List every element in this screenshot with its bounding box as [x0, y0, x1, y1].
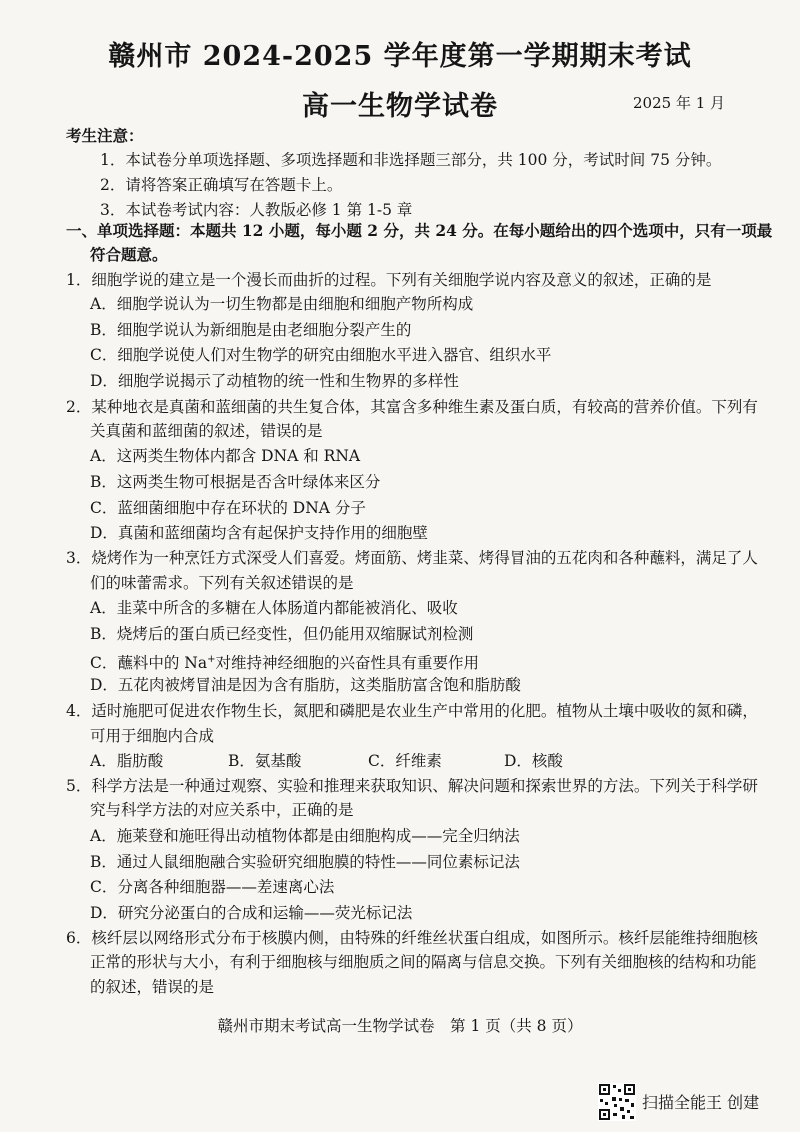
question-6-stem-cont-1: 正常的形状与大小，有利于细胞核与细胞质之间的隔离与信息交换。下列有关细胞核的结构和功能 — [90, 953, 757, 971]
question-4-options — [90, 751, 690, 771]
question-1-option-d: D．细胞学说揭示了动植物的统一性和生物界的多样性 — [90, 372, 459, 390]
question-6-stem: 6．核纤层以网络形式分布于核膜内侧，由特殊的纤维丝状蛋白组成，如图所示。核纤层能维持细胞核 — [66, 929, 758, 947]
question-3-stem-cont: 们的味蕾需求。下列有关叙述错误的是 — [90, 574, 354, 592]
question-1-option-b: B．细胞学说认为新细胞是由老细胞分裂产生的 — [90, 321, 412, 339]
question-2-stem-cont: 关真菌和蓝细菌的叙述，错误的是 — [90, 422, 323, 440]
question-3-option-d: D．五花肉被烤冒油是因为含有脂肪，这类脂肪富含饱和脂肪酸 — [90, 676, 521, 694]
section-heading-cont: 符合题意。 — [90, 245, 168, 264]
question-4-option-a: A．脂肪酸 — [90, 752, 164, 770]
question-3-stem: 3．烧烤作为一种烹饪方式深受人们喜爱。烤面筋、烤韭菜、烤得冒油的五花肉和各种蘸料，满足了人 — [66, 549, 758, 567]
question-1-option-a: A．细胞学说认为一切生物都是由细胞和细胞产物所构成 — [90, 295, 474, 313]
question-5-option-b: B．通过人鼠细胞融合实验研究细胞膜的特性——同位素标记法 — [90, 853, 520, 871]
question-1-stem: 1．细胞学说的建立是一个漫长而曲折的过程。下列有关细胞学说内容及意义的叙述，正确的是 — [66, 271, 712, 289]
question-2-option-c: C．蓝细菌细胞中存在环状的 DNA 分子 — [90, 499, 366, 517]
question-6-stem-cont-2: 的叙述，错误的是 — [90, 978, 215, 996]
question-2-option-d: D．真菌和蓝细菌均含有起保护支持作用的细胞壁 — [90, 524, 428, 542]
notice-heading: 考生注意： — [66, 126, 144, 145]
question-4-stem: 4．适时施肥可促进农作物生长，氮肥和磷肥是农业生产中常用的化肥。植物从土壤中吸收的氮和磷， — [66, 702, 758, 720]
question-4-stem-cont: 可用于细胞内合成 — [90, 727, 215, 745]
exam-date: 2025 年 1 月 — [633, 94, 726, 112]
question-5-option-d: D．研究分泌蛋白的合成和运输——荧光标记法 — [90, 904, 413, 922]
question-1-option-c: C．细胞学说使人们对生物学的研究由细胞水平进入器官、组织水平 — [90, 346, 552, 364]
scanner-watermark: 扫描全能王 创建 — [642, 1093, 760, 1112]
question-4-option-d: D．核酸 — [504, 752, 563, 770]
qr-code-icon — [598, 1083, 636, 1121]
question-5-stem-cont: 究与科学方法的对应关系中，正确的是 — [90, 801, 354, 819]
sodium-charge: + — [207, 654, 216, 665]
option-c-suffix: 对维持神经细胞的兴奋性具有重要作用 — [215, 654, 479, 673]
question-5-stem: 5．科学方法是一种通过观察、实验和推理来获取知识、解决问题和探索世界的方法。下列关于科学研 — [66, 777, 758, 795]
question-2-option-a: A．这两类生物体内都含 DNA 和 RNA — [90, 447, 361, 465]
question-3-option-a: A．韭菜中所含的多糖在人体肠道内都能被消化、吸收 — [90, 599, 458, 617]
exam-subtitle: 高一生物学试卷 — [302, 91, 498, 122]
option-c-prefix: C．蘸料中的 Na — [90, 654, 208, 673]
question-5-option-c: C．分离各种细胞器——差速离心法 — [90, 878, 335, 896]
page-footer: 赣州市期末考试高一生物学试卷 第 1 页（共 8 页） — [217, 1017, 583, 1035]
question-2-stem: 2．某种地衣是真菌和蓝细菌的共生复合体，其富含多种维生素及蛋白质，有较高的营养价值。下列有 — [66, 398, 758, 416]
notice-item-3: 3．本试卷考试内容：人教版必修 1 第 1-5 章 — [100, 201, 413, 219]
question-3-option-b: B．烧烤后的蛋白质已经变性，但仍能用双缩脲试剂检测 — [90, 625, 474, 643]
question-3-option-c — [90, 650, 479, 673]
section-heading: 一、单项选择题：本题共 12 小题，每小题 2 分，共 24 分。在每小题给出的四个选项中，只有一项最 — [66, 221, 773, 240]
exam-title: 赣州市 2024-2025 学年度第一学期期末考试 — [108, 41, 692, 72]
question-2-option-b: B．这两类生物可根据是否含叶绿体来区分 — [90, 473, 381, 491]
question-4-option-c: C．纤维素 — [368, 752, 442, 770]
question-5-option-a: A．施莱登和施旺得出动植物体都是由细胞构成——完全归纳法 — [90, 827, 520, 845]
notice-item-2: 2．请将答案正确填写在答题卡上。 — [100, 176, 343, 194]
question-4-option-b: B．氨基酸 — [228, 752, 302, 770]
notice-item-1: 1．本试卷分单项选择题、多项选择题和非选择题三部分，共 100 分，考试时间 75 分钟。 — [100, 151, 722, 169]
